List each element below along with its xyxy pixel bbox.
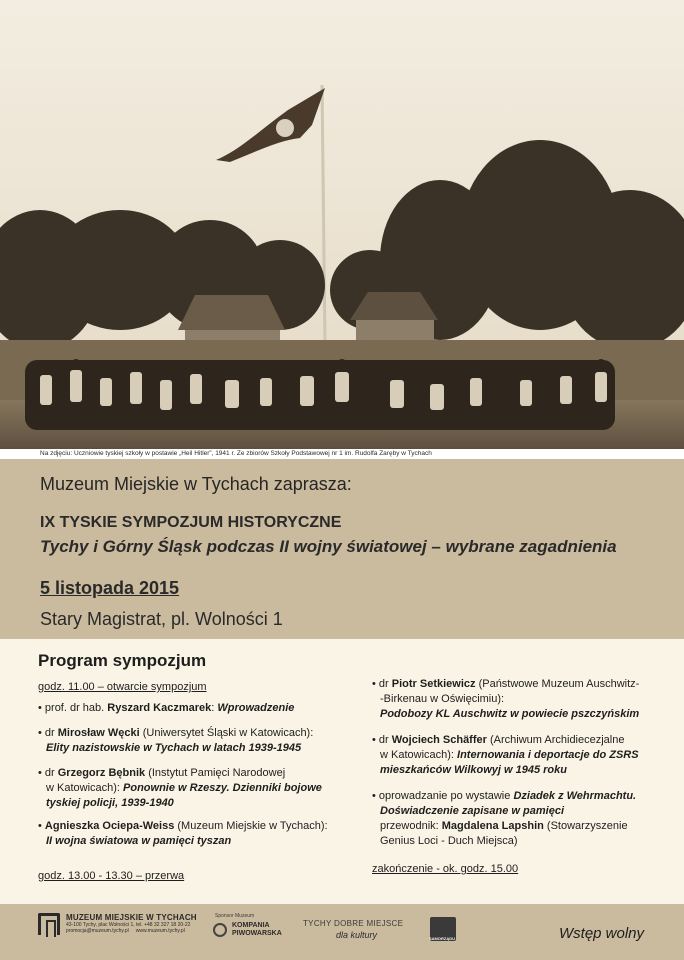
talk-title: Podobozy KL Auschwitz w powiecie pszczyńskim — [380, 708, 640, 720]
event-date: 5 listopada 2015 — [40, 578, 180, 598]
program-item: • dr Piotr Setkiewicz (Państwowe Muzeum Auschwitz- -Birkenau w Oświęcimiu): Podobozy KL Auschwitz w powiecie pszczyńskim — [372, 677, 672, 722]
inviter-text: Muzeum Miejskie w Tychach zaprasza: — [40, 474, 352, 494]
program-right-column — [372, 677, 672, 877]
opening-time: godz. 11.00 – otwarcie sympozjum — [38, 681, 207, 693]
event-venue: Stary Magistrat, pl. Wolności 1 — [40, 609, 283, 629]
guide-name: Magdalena Lapshin — [441, 820, 544, 832]
museum-logo — [38, 913, 197, 935]
tychy-slogan: TYCHY DOBRE MIEJSCE — [303, 919, 404, 928]
photo-caption: Na zdjęciu: Uczniowie tyskiej szkoły w postawie „Heil Hitler”, 1941 r. Ze zbiorów Szkoły Podstawowej nr 1 im. Rudolfa Zaręby w Tychach — [40, 450, 432, 457]
talk-title: Ponownie w Rzeszy. Dzienniki bojowe — [123, 782, 322, 794]
speaker-name: Mirosław Węcki — [57, 727, 140, 739]
tychy-slogan-sub: dla kultury — [336, 930, 378, 940]
talk-title: Internowania i deportacje do ZSRS — [457, 749, 639, 761]
break-time: godz. 13.00 - 13.30 – przerwa — [38, 870, 185, 882]
samorzad-label: SAMORZĄDU — [429, 936, 455, 941]
speaker-name: Agnieszka Ociepa-Weiss — [44, 820, 175, 832]
talk-title-cont: mieszkańców Wilkowyj w 1945 roku — [380, 764, 567, 776]
kompania-logo: KOMPANIA PIWOWARSKA — [213, 922, 282, 938]
photo-scene — [0, 0, 684, 449]
symposium-title: IX TYSKIE SYMPOZJUM HISTORYCZNE — [40, 514, 342, 531]
closing-time: zakończenie - ok. godz. 15.00 — [372, 863, 519, 875]
museum-logo-icon — [38, 913, 60, 935]
talk-title: Wprowadzenie — [217, 702, 295, 714]
program-item: • dr Wojciech Schäffer (Archiwum Archidiecezjalne w Katowicach): Internowania i deportacje do ZSRS mieszkańców Wilkowyj w 1945 roku — [372, 733, 672, 778]
exhibition-title: Dziadek z Wehrmachtu. — [513, 790, 637, 802]
museum-name: MUZEUM MIEJSKIE W TYCHACH — [66, 913, 197, 922]
kompania-logo-icon — [213, 923, 227, 937]
museum-address: 43-100 Tychy, plac Wolności 1, tel. +48 32 327 18 20-22 — [66, 922, 191, 928]
historical-photo — [0, 0, 684, 449]
free-entry: Wstęp wolny — [559, 925, 645, 942]
program-item: • dr Grzegorz Bębnik (Instytut Pamięci Narodowej w Katowicach): Ponownie w Rzeszy. Dzienniki bojowe tyskiej policji, 1939-1940 — [38, 766, 368, 811]
program-title: Program sympozjum — [38, 651, 207, 670]
speaker-name: Ryszard Kaczmarek — [107, 702, 212, 714]
exhibition-title-cont: Doświadczenie zapisane w pamięci — [380, 805, 565, 817]
speaker-name: Wojciech Schäffer — [391, 734, 487, 746]
program-item: • Agnieszka Ociepa-Weiss (Muzeum Miejskie w Tychach): II wojna światowa w pamięci tyszan — [38, 819, 368, 849]
talk-title: II wojna światowa w pamięci tyszan — [46, 835, 232, 847]
sponsor-label: Sponsor Muzeum — [215, 913, 255, 919]
speaker-name: Grzegorz Bębnik — [57, 767, 146, 779]
museum-contact: promocja@muzeum.tychy.pl www.muzeum.tychy.pl — [66, 928, 185, 934]
program-item: • prof. dr hab. Ryszard Kaczmarek: Wprowadzenie — [38, 702, 295, 714]
talk-title: Elity nazistowskie w Tychach w latach 1939-1945 — [46, 742, 302, 754]
program-item: • dr Mirosław Węcki (Uniwersytet Śląski w Katowicach): Elity nazistowskie w Tychach w latach 1939-1945 — [38, 726, 368, 756]
program-left-column — [38, 680, 368, 884]
speaker-name: Piotr Setkiewicz — [391, 678, 476, 690]
talk-title-cont: tyskiej policji, 1939-1940 — [46, 797, 174, 809]
symposium-subtitle: Tychy i Górny Śląsk podczas II wojny światowej – wybrane zagadnienia — [40, 537, 617, 556]
flag-emblem — [276, 119, 294, 137]
program-item: • oprowadzanie po wystawie Dziadek z Wehrmachtu. Doświadczenie zapisane w pamięci przewodnik: Magdalena Lapshin (Stowarzyszenie Genius Loci - Duch Miejsca) — [372, 789, 672, 849]
